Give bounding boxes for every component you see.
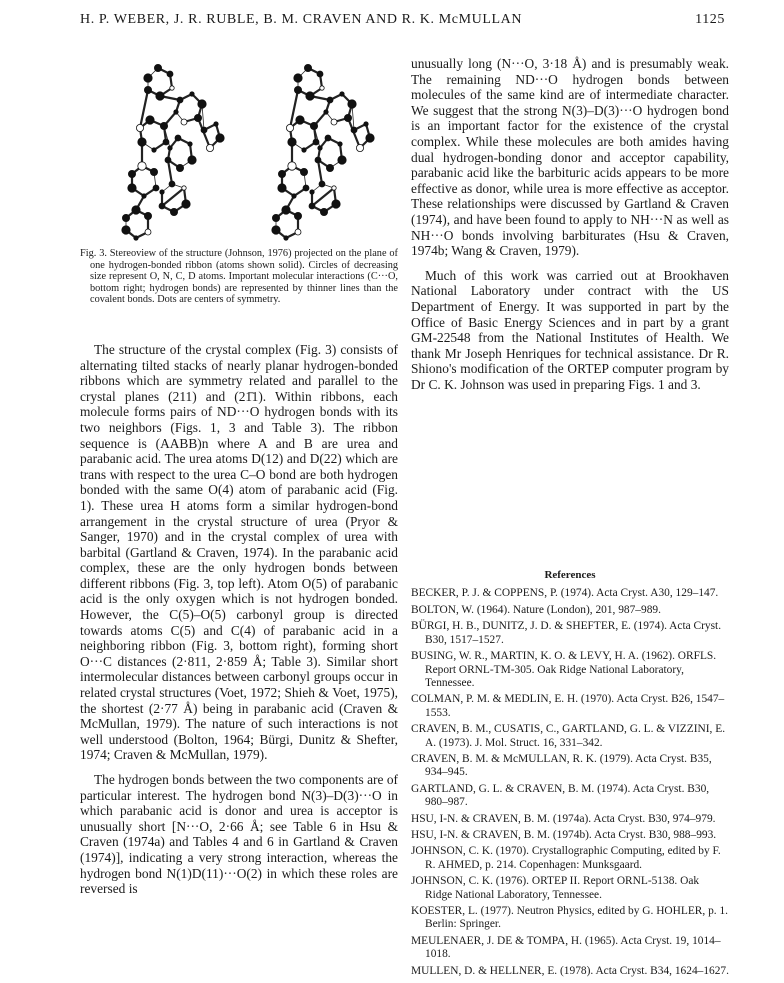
reference-item: COLMAN, P. M. & MEDLIN, E. H. (1970). Acta Cryst. B26, 1547–1553. [411, 693, 725, 719]
reference-item: BECKER, P. J. & COPPENS, P. (1974). Acta Cryst. A30, 129–147. [411, 587, 719, 600]
reference-item: CRAVEN, B. M. & McMULLAN, R. K. (1979). Acta Cryst. B35, 934–945. [411, 752, 712, 779]
reference-item: BÜRGI, H. B., DUNITZ, J. D. & SHEFTER, E. (1974). Acta Cryst. B30, 1517–1527. [411, 620, 722, 646]
reference-item: MEULENAER, J. DE & TOMPA, H. (1965). Acta Cryst. 19, 1014–1018. [411, 934, 721, 961]
right-body-text [411, 56, 729, 392]
reference-item: MULLEN, D. & HELLNER, E. (1978). Acta Cryst. B34, 1624–1627. [411, 964, 729, 977]
reference-item: JOHNSON, C. K. (1970). Crystallographic Computing, edited by F. R. AHMED, p. 214. Copenhagen: Munksgaard. [411, 845, 721, 871]
references-list [411, 587, 729, 978]
paragraph-hydrogen-bonds: The hydrogen bonds between the two components are of particular interest. The hydrogen bond N(3)–D(3)···O in which parabanic acid is donor and urea is acceptor is unusually short [N···O, 2·66 Å; see Table 6 in Hsu & Craven (1974a) and Tables 4 and 6 in Gartland & Craven (1974)], indicating a very strong interaction, whereas the hydrogen bond N(1)D(11)···O(2) in which these roles are reversed is [80, 772, 398, 897]
reference-item: KOESTER, L. (1977). Neutron Physics, edited by G. HOHLER, p. 1. Berlin: Springer. [411, 905, 729, 931]
reference-item: HSU, I-N. & CRAVEN, B. M. (1974b). Acta Cryst. B30, 988–993. [411, 828, 717, 841]
reference-item: BUSING, W. R., MARTIN, K. O. & LEVY, H. A. (1962). ORFLS. Report ORNL-TM-305. Oak Ridge National Laboratory, Tennessee. [411, 650, 717, 689]
reference-item: JOHNSON, C. K. (1976). ORTEP II. Report ORNL-5138. Oak Ridge National Laboratory, Tennessee. [411, 875, 700, 901]
reference-item: BOLTON, W. (1964). Nature (London), 201, 987–989. [411, 603, 661, 616]
left-body-text [80, 342, 398, 897]
running-header [80, 12, 725, 28]
stereoview-image [80, 56, 398, 244]
stereo-view [272, 64, 374, 240]
stereo-view [122, 64, 224, 240]
reference-item: GARTLAND, G. L. & CRAVEN, B. M. (1974). Acta Cryst. B30, 980–987. [411, 782, 710, 809]
right-column [411, 56, 729, 981]
paragraph-acknowledgements: Much of this work was carried out at Brookhaven National Laboratory under contract with the US Department of Energy. It was supported in part by the Office of Basic Energy Sciences and in part by a grant GM-22548 from the National Institutes of Health. We thank Mr Joseph Henriques for technical assistance. Dr R. Shiono's modification of the ORTEP computer program by Dr C. K. Johnson was used in preparing Figs. 1 and 3. [411, 267, 729, 392]
paragraph-structure: The structure of the crystal complex (Fig. 3) consists of alternating tilted stacks of nearly planar hydrogen-bonded ribbons which are symmetry related and parallel to the crystal planes (211) and (21̄1). Within ribbons, each molecule forms pairs of ND···O hydrogen bonds with its two neighbors (Figs. 1, 3 and Table 3). The ribbon sequence is (AABB)n where A and B are urea and parabanic acid. The urea atoms D(12) and D(22) which are trans with respect to the urea C–O bond are both hydrogen bonded with the same O(4) atom of parabanic acid (Fig. 1). These urea H atoms form a similar hydrogen-bond arrangement in the crystal structure of urea (Pryor & Sanger, 1970) and in the crystal complex of urea with barbital (Gartland & Craven, 1974). In the parabanic acid complex, these are the only hydrogen bonds between different ribbons (Fig. 3, top left). Atom O(5) of parabanic acid is the only oxygen which is not hydrogen bonded. However, the C(5)–O(5) carbonyl group is directed towards atoms C(5) and C(4) of parabanic acid in a neighboring ribbon (Fig. 3, bottom right), forming short O···C distances (2·811, 2·859 Å; Table 3). Similar short intermolecular distances between carbonyl groups occur in related crystal structures (Voet, 1972; Shieh & Voet, 1975), the shortest (2·77 Å) being in parabanic acid (Craven & McMullan, 1979). The nature of such interactions is not well understood (Bolton, 1964; Bürgi, Dunitz & Shefter, 1974; Craven & McMullan, 1979). [80, 341, 398, 763]
reference-item: CRAVEN, B. M., CUSATIS, C., GARTLAND, G. L. & VIZZINI, E. A. (1973). J. Mol. Struct. 16, 331–342. [411, 723, 726, 749]
reference-item: HSU, I-N. & CRAVEN, B. M. (1974a). Acta Cryst. B30, 974–979. [411, 812, 716, 825]
left-column [80, 56, 398, 906]
header-authors: H. P. WEBER, J. R. RUBLE, B. M. CRAVEN AND R. K. McMULLAN [80, 12, 523, 27]
figure-caption: Fig. 3. Stereoview of the structure (Johnson, 1976) projected on the plane of one hydrogen-bonded ribbon (atoms shown solid). Circles of decreasing size represent O, N, C, D atoms. Important molecular interactions (C···O, bottom right; hydrogen bonds) are represented by thinner lines than the covalent bonds. Dots are centers of symmetry. [80, 248, 398, 306]
stereoview-figure [80, 56, 398, 244]
paragraph-continued: unusually long (N···O, 3·18 Å) and is presumably weak. The remaining ND···O hydrogen bonds between molecules of the same kind are of intermediate character. We suggest that the strong N(3)–D(3)···O hydrogen bond is an important factor for the existence of the crystal complex. While these molecules are both amides having dual hydrogen-bonding donor and acceptor capability, parabanic acid like the barbituric acids appears to be more effective as donor, while urea is more effective as acceptor. These relationships were discussed by Gartland & Craven (1974), and have been found to apply to NH···N as well as NH···O bonds involving barbiturates (Hsu & Craven, 1974b; Wang & Craven, 1979). [411, 56, 729, 259]
references-heading: References [544, 569, 596, 582]
page-number: 1125 [695, 12, 725, 27]
